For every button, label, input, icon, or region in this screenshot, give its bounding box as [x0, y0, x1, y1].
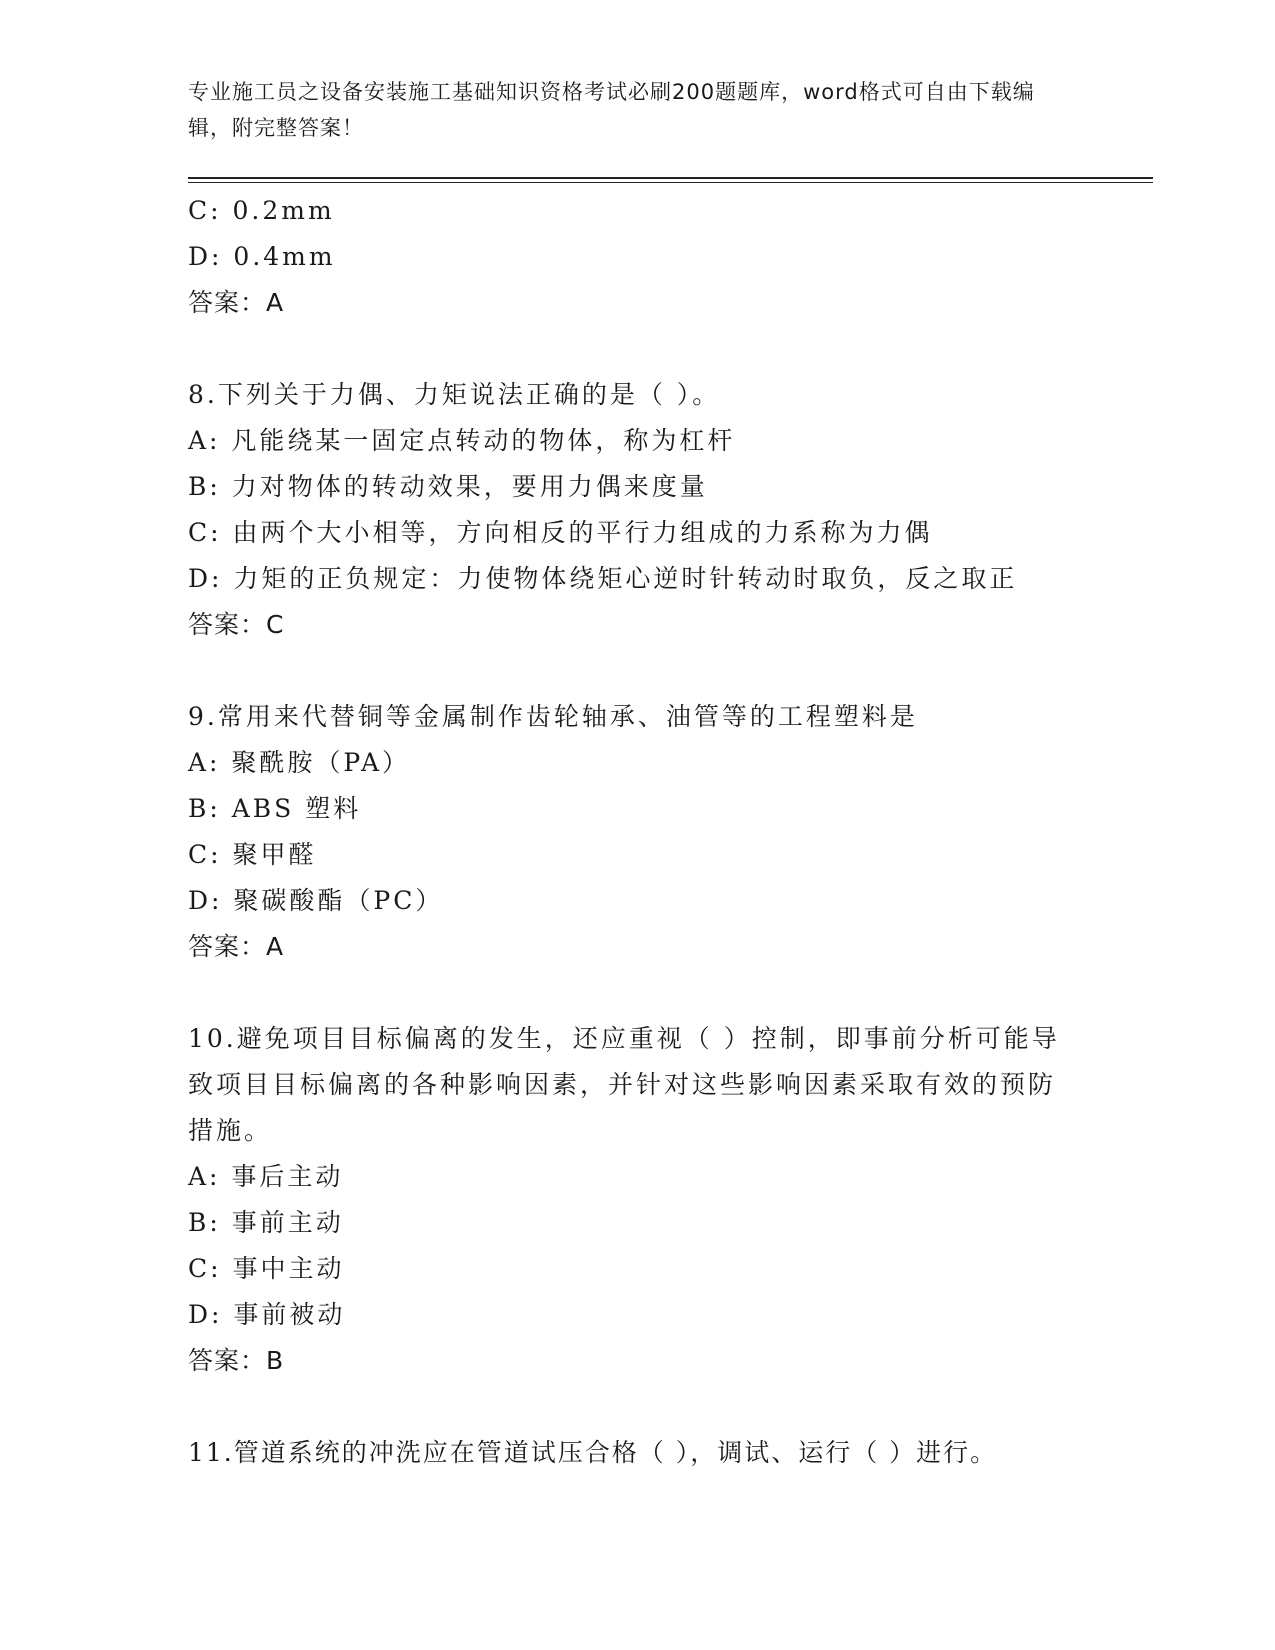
option-c: C: 事中主动	[188, 1254, 345, 1283]
option-d: D: 力矩的正负规定：力使物体绕矩心逆时针转动时取负，反之取正	[188, 564, 1018, 593]
option-c: C: 0.2mm	[188, 196, 335, 225]
question-stem: 8.下列关于力偶、力矩说法正确的是（ ）。	[188, 380, 721, 409]
spacer	[188, 326, 1088, 372]
answer: 答案：A	[188, 288, 285, 317]
question-8	[188, 372, 1088, 648]
option-b: B: ABS 塑料	[188, 794, 362, 823]
option-d: D: 事前被动	[188, 1300, 346, 1329]
answer: 答案：A	[188, 932, 285, 961]
option-d: D: 聚碳酸酯（PC）	[188, 886, 444, 915]
option-b: B: 事前主动	[188, 1208, 344, 1237]
question-stem: 11.管道系统的冲洗应在管道试压合格（ ），调试、运行（ ）进行。	[188, 1438, 998, 1467]
spacer	[188, 1384, 1088, 1430]
spacer	[188, 970, 1088, 1016]
option-a: A: 聚酰胺（PA）	[188, 748, 411, 777]
option-d: D: 0.4mm	[188, 242, 336, 271]
option-a: A: 事后主动	[188, 1162, 344, 1191]
option-c: C: 由两个大小相等，方向相反的平行力组成的力系称为力偶	[188, 518, 933, 547]
header-rule-thin	[188, 182, 1153, 183]
spacer	[188, 648, 1088, 694]
question-stem: 9.常用来代替铜等金属制作齿轮轴承、油管等的工程塑料是	[188, 702, 918, 731]
question-7	[188, 188, 1088, 326]
question-11	[188, 1430, 1088, 1476]
question-9	[188, 694, 1088, 970]
question-stem: 10.避免项目目标偏离的发生，还应重视（ ）控制，即事前分析可能导致项目目标偏离的各种影响因素，并针对这些影响因素采取有效的预防措施。	[188, 1024, 1060, 1145]
question-list	[188, 188, 1088, 1476]
answer: 答案：B	[188, 1346, 285, 1375]
answer: 答案：C	[188, 610, 285, 639]
option-b: B: 力对物体的转动效果，要用力偶来度量	[188, 472, 708, 501]
option-c: C: 聚甲醛	[188, 840, 317, 869]
page-header: 专业施工员之设备安装施工基础知识资格考试必刷200题题库，word格式可自由下载编辑，附完整答案！	[188, 80, 1035, 140]
question-10	[188, 1016, 1088, 1384]
header-rule-thick	[188, 177, 1153, 179]
option-a: A: 凡能绕某一固定点转动的物体，称为杠杆	[188, 426, 736, 455]
